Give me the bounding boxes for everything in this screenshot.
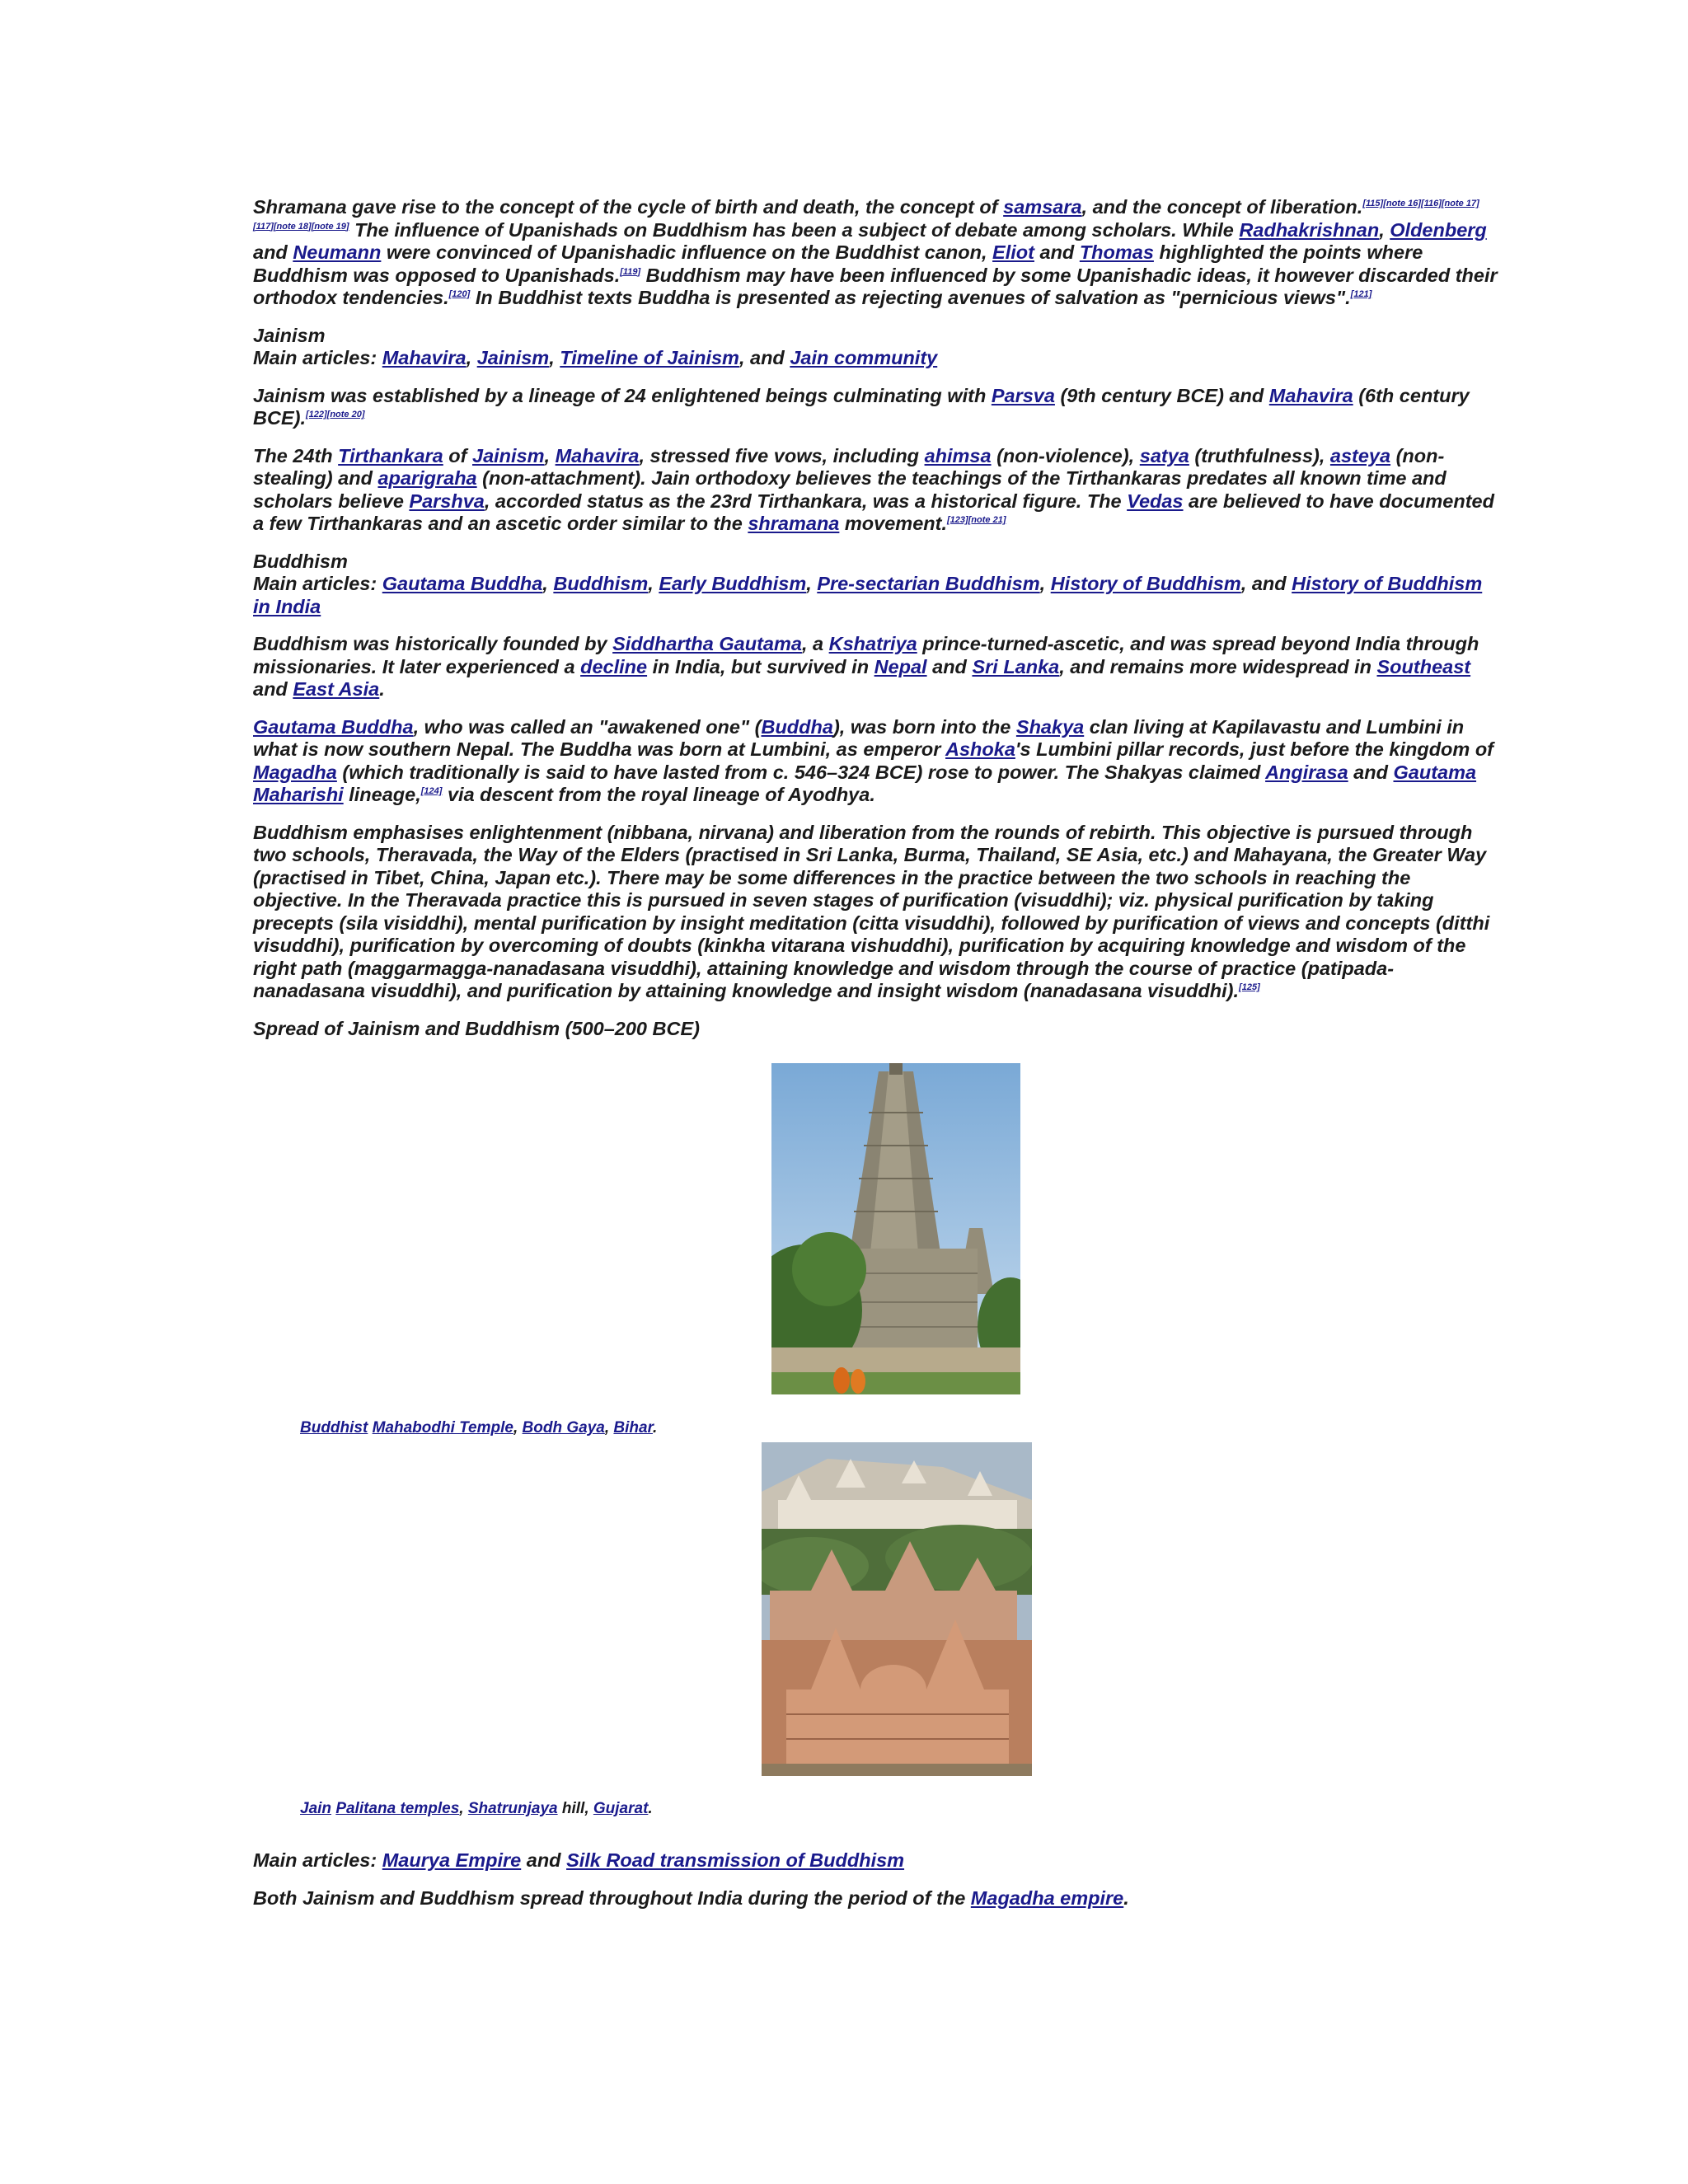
link-maurya-empire[interactable]: Maurya Empire [382, 1849, 522, 1871]
link-gautama-maharishi[interactable]: Gautama Maharishi [253, 761, 1477, 805]
link-mahavira-2[interactable]: Mahavira [1268, 384, 1353, 406]
palitana-temples-image [762, 1442, 1032, 1776]
main-articles-maurya: Main articles: Maurya Empire and Silk Road transmission of Buddhism [253, 1849, 905, 1871]
link-oldenberg[interactable]: Oldenberg [1390, 218, 1487, 241]
link-silk-road-transmission[interactable]: Silk Road transmission of Buddhism [566, 1849, 905, 1871]
link-decline[interactable]: decline [580, 655, 648, 677]
section-jainism-header: Jainism Main articles: Mahavira, Jainism, Timeline of Jainism, and Jain community [253, 324, 938, 368]
link-aparigraha[interactable]: aparigraha [377, 467, 477, 489]
link-radhakrishnan[interactable]: Radhakrishnan [1239, 218, 1380, 241]
link-magadha-empire[interactable]: Magadha empire [970, 1886, 1124, 1909]
link-history-of-buddhism-in-india[interactable]: History of Buddhism in India [253, 573, 1483, 617]
ref-119[interactable]: [119] [620, 266, 641, 277]
link-palitana-temples[interactable]: Palitana temples [335, 1800, 460, 1817]
link-shatrunjaya[interactable]: Shatrunjaya [467, 1800, 558, 1817]
spread-footer [253, 1849, 1498, 1910]
link-buddhist[interactable]: Buddhist [300, 1419, 368, 1436]
paragraph-jainism-vows: The 24th Tirthankara of Jainism, Mahavira, stressed five vows, including ahimsa (non-violence), satya (truthfulness), asteya (non-stealing) and aparigraha (non-attachment). Jain orthodoxy believes the teachings of the Tirthankaras predates all known time and scholars believe Parshva, accorded status as the 23rd Tirthankara, was a historical figure. The Vedas are believed to have documented a few Tirthankaras and an ascetic order similar to the shramana movement.[123][note 21] [253, 444, 1494, 534]
article-body [253, 196, 1498, 1055]
link-buddhism[interactable]: Buddhism [553, 573, 649, 594]
link-satya[interactable]: satya [1139, 444, 1189, 466]
caption-mahabodhi: Buddhist Mahabodhi Temple, Bodh Gaya, Bihar. [300, 1419, 658, 1436]
link-sri-lanka[interactable]: Sri Lanka [972, 655, 1060, 677]
paragraph-shramana: Shramana gave rise to the concept of the cycle of birth and death, the concept of samsara, and the concept of liberation.[115][note 16][116][note 17][117][note 18][note 19] The influence of Upanishads on Buddhism has been a subject of debate among scholars. While Radhakrishnan, Oldenberg and Neumann were convinced of Upanishadic influence on the Buddhist canon, Eliot and Thomas highlighted the points where Buddhism was opposed to Upanishads.[119] Buddhism may have been influenced by some Upanishadic ideas, it however discarded their orthodox tendencies.[120] In Buddhist texts Buddha is presented as rejecting avenues of salvation as "pernicious views".[121] [253, 196, 1498, 308]
link-eliot[interactable]: Eliot [992, 241, 1034, 263]
link-timeline-of-jainism[interactable]: Timeline of Jainism [560, 347, 739, 368]
ref-125[interactable]: [125] [1239, 982, 1260, 993]
link-samsara[interactable]: samsara [1003, 196, 1082, 218]
link-history-of-buddhism[interactable]: History of Buddhism [1050, 573, 1241, 594]
link-magadha[interactable]: Magadha [253, 761, 337, 783]
heading-buddhism: Buddhism [253, 550, 348, 572]
link-kshatriya[interactable]: Kshatriya [828, 633, 917, 654]
link-shakya[interactable]: Shakya [1015, 715, 1085, 738]
link-bihar[interactable]: Bihar [613, 1419, 653, 1436]
link-mahavira[interactable]: Mahavira [382, 347, 467, 368]
paragraph-jainism-lineage: Jainism was established by a lineage of 24 enlightened beings culminating with Parsva (9th century BCE) and Mahavira (6th century BCE).[122][note 20] [253, 384, 1470, 429]
link-parshva[interactable]: Parshva [409, 490, 485, 512]
paragraph-gautama: Gautama Buddha, who was called an "awakened one" (Buddha), was born into the Shakya clan living at Kapilavastu and Lumbini in what is now southern Nepal. The Buddha was born at Lumbini, as emperor Ashoka's Lumbini pillar records, just before the kingdom of Magadha (which traditionally is said to have lasted from c. 546–324 BCE) rose to power. The Shakyas claimed Angirasa and Gautama Maharishi lineage,[124] via descent from the royal lineage of Ayodhya. [253, 715, 1494, 805]
link-bodh-gaya[interactable]: Bodh Gaya [522, 1419, 605, 1436]
link-gautama-buddha[interactable]: Gautama Buddha [382, 573, 543, 594]
link-angirasa[interactable]: Angirasa [1265, 761, 1348, 783]
ref-124[interactable]: [124] [420, 786, 443, 797]
link-siddhartha-gautama[interactable]: Siddhartha Gautama [612, 633, 802, 654]
ref-115-119[interactable]: [115][note 16][116][note 17][117][note 18][note 19] [253, 199, 1479, 232]
ref-121[interactable]: [121] [1350, 289, 1372, 300]
link-mahabodhi-temple[interactable]: Mahabodhi Temple [372, 1419, 513, 1436]
heading-spread: Spread of Jainism and Buddhism (500–200 BCE) [253, 1017, 700, 1039]
ref-122[interactable]: [122][note 20] [305, 410, 365, 420]
link-asteya[interactable]: asteya [1329, 444, 1391, 466]
link-mahavira-3[interactable]: Mahavira [555, 444, 640, 466]
link-ahimsa[interactable]: ahimsa [924, 444, 992, 466]
caption-palitana: Jain Palitana temples, Shatrunjaya hill, Gujarat. [300, 1800, 653, 1817]
link-jain[interactable]: Jain [300, 1800, 332, 1817]
link-gautama-buddha-2[interactable]: Gautama Buddha [253, 715, 414, 738]
paragraph-enlightenment: Buddhism emphasises enlightenment (nibbana, nirvana) and liberation from the rounds of rebirth. This objective is pursued through two schools, Theravada, the Way of the Elders (practised in Sri Lanka, Burma, Thailand, SE Asia, etc.) and Mahayana, the Greater Way (practised in Tibet, China, Japan etc.). There may be some differences in the practice between the two schools in reaching the objective. In the Theravada practice this is pursued in seven stages of purification (visuddhi); viz. physical purification by taking precepts (sila visiddhi), mental purification by insight meditation (citta visuddhi), followed by purification of views and concepts (ditthi visuddhi), purification by overcoming of doubts (kinkha vitarana vishuddhi), purification by acquiring knowledge and wisdom of the right path (maggarmagga-nanadasana visuddhi), attaining knowledge and wisdom through the course of practice (patipada-nanadasana visuddhi), and purification by attaining knowledge and insight wisdom (nanadasana visuddhi).[125] [253, 821, 1490, 1001]
link-jainism[interactable]: Jainism [476, 347, 550, 368]
link-jainism-2[interactable]: Jainism [472, 444, 545, 466]
ref-123[interactable]: [123][note 21] [946, 515, 1006, 526]
ref-120[interactable]: [120] [448, 289, 471, 300]
section-buddhism-header: Buddhism Main articles: Gautama Buddha, Buddhism, Early Buddhism, Pre-sectarian Buddhism, History of Buddhism, and History of Buddhism in India [253, 550, 1483, 617]
link-nepal[interactable]: Nepal [874, 655, 927, 677]
link-tirthankara[interactable]: Tirthankara [338, 444, 443, 466]
heading-jainism: Jainism [253, 324, 326, 346]
paragraph-buddhism-founded: Buddhism was historically founded by Siddhartha Gautama, a Kshatriya prince-turned-ascetic, and was spread beyond India through missionaries. It later experienced a decline in India, but survived in Nepal and Sri Lanka, and remains more widespread in Southeast and East Asia. [253, 633, 1479, 700]
mahabodhi-temple-image [771, 1063, 1020, 1394]
link-early-buddhism[interactable]: Early Buddhism [659, 573, 807, 594]
link-southeast[interactable]: Southeast [1376, 655, 1471, 677]
link-parsva[interactable]: Parsva [991, 384, 1055, 406]
link-buddha[interactable]: Buddha [761, 715, 833, 738]
link-pre-sectarian-buddhism[interactable]: Pre-sectarian Buddhism [817, 573, 1040, 594]
link-neumann[interactable]: Neumann [293, 241, 382, 263]
link-vedas[interactable]: Vedas [1127, 490, 1184, 512]
link-gujarat[interactable]: Gujarat [593, 1800, 649, 1817]
link-east-asia[interactable]: East Asia [293, 678, 380, 700]
link-ashoka[interactable]: Ashoka [945, 738, 1015, 760]
paragraph-spread: Both Jainism and Buddhism spread throughout India during the period of the Magadha empire. [253, 1886, 1129, 1909]
link-shramana[interactable]: shramana [748, 513, 840, 534]
link-thomas[interactable]: Thomas [1079, 241, 1154, 263]
link-jain-community[interactable]: Jain community [790, 347, 938, 368]
